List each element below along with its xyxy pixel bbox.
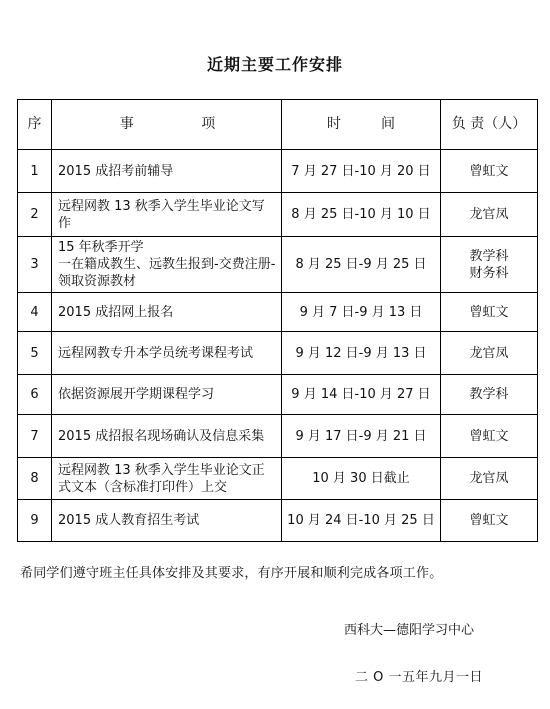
schedule-table [17, 99, 538, 542]
row-seq: 8 [18, 458, 52, 500]
row-responsible [441, 237, 538, 293]
row-responsible: 曾虹文 [441, 150, 538, 193]
row-time: 8 月 25 日-10 月 10 日 [282, 193, 441, 237]
row-responsible: 曾虹文 [441, 500, 538, 542]
row-item: 远程网教 13 秋季入学生毕业论文写作 [52, 193, 282, 237]
table-row [18, 150, 538, 193]
header-time-char-1: 时 [327, 116, 341, 132]
row-responsible: 龙官凤 [441, 458, 538, 500]
row-seq: 2 [18, 193, 52, 237]
row-responsible: 曾虹文 [441, 293, 538, 332]
row-seq: 3 [18, 237, 52, 293]
table-row [18, 375, 538, 415]
table-row [18, 237, 538, 293]
row-time: 8 月 25 日-9 月 25 日 [282, 237, 441, 293]
table-row [18, 415, 538, 458]
row-item: 2015 成招考前辅导 [52, 150, 282, 193]
row-responsible-line-1: 教学科 [469, 248, 509, 264]
row-responsible: 龙官凤 [441, 193, 538, 237]
row-item: 2015 成招网上报名 [52, 293, 282, 332]
row-item: 2015 成招报名现场确认及信息采集 [52, 415, 282, 458]
row-seq: 6 [18, 375, 52, 415]
row-seq: 7 [18, 415, 52, 458]
header-responsible: 负 责（人） [441, 100, 538, 150]
row-time: 9 月 17 日-9 月 21 日 [282, 415, 441, 458]
header-item [52, 100, 282, 150]
page-title: 近期主要工作安排 [206, 55, 343, 74]
header-item-char-1: 事 [119, 116, 134, 132]
row-item: 依据资源展开学期课程学习 [52, 375, 282, 415]
header-time [282, 100, 441, 150]
row-item-line-2: 一在籍成教生、远教生报到-交费注册-领取资源教材 [58, 257, 276, 289]
row-responsible: 龙官凤 [441, 332, 538, 375]
row-responsible: 教学科 [441, 375, 538, 415]
instruction-note: 希同学们遵守班主任具体安排及其要求，有序开展和顺利完成各项工作。 [20, 566, 443, 581]
row-seq: 4 [18, 293, 52, 332]
row-seq: 1 [18, 150, 52, 193]
table-row [18, 193, 538, 237]
table-row [18, 458, 538, 500]
header-time-char-2: 间 [381, 116, 395, 132]
header-item-char-2: 项 [201, 116, 216, 132]
row-time: 9 月 12 日-9 月 13 日 [282, 332, 441, 375]
table-row [18, 293, 538, 332]
row-seq: 5 [18, 332, 52, 375]
row-time: 9 月 14 日-10 月 27 日 [282, 375, 441, 415]
row-item [52, 237, 282, 293]
row-time: 10 月 30 日截止 [282, 458, 441, 500]
row-time: 7 月 27 日-10 月 20 日 [282, 150, 441, 193]
header-seq: 序 [18, 100, 52, 150]
table-header-row [18, 100, 538, 150]
document-date: 二 O 一五年九月一日 [355, 670, 483, 685]
organization-signature: 西科大—德阳学习中心 [344, 623, 475, 638]
row-responsible: 曾虹文 [441, 415, 538, 458]
row-item: 2015 成人教育招生考试 [52, 500, 282, 542]
row-item: 远程网教专升本学员统考课程考试 [52, 332, 282, 375]
table-row [18, 332, 538, 375]
row-item-line-1: 15 年秋季开学 [58, 240, 144, 255]
row-item: 远程网教 13 秋季入学生毕业论文正式文本（含标准打印件）上交 [52, 458, 282, 500]
row-time: 10 月 24 日-10 月 25 日 [282, 500, 441, 542]
table-row [18, 500, 538, 542]
row-seq: 9 [18, 500, 52, 542]
row-responsible-line-2: 财务科 [469, 265, 509, 281]
row-time: 9 月 7 日-9 月 13 日 [282, 293, 441, 332]
